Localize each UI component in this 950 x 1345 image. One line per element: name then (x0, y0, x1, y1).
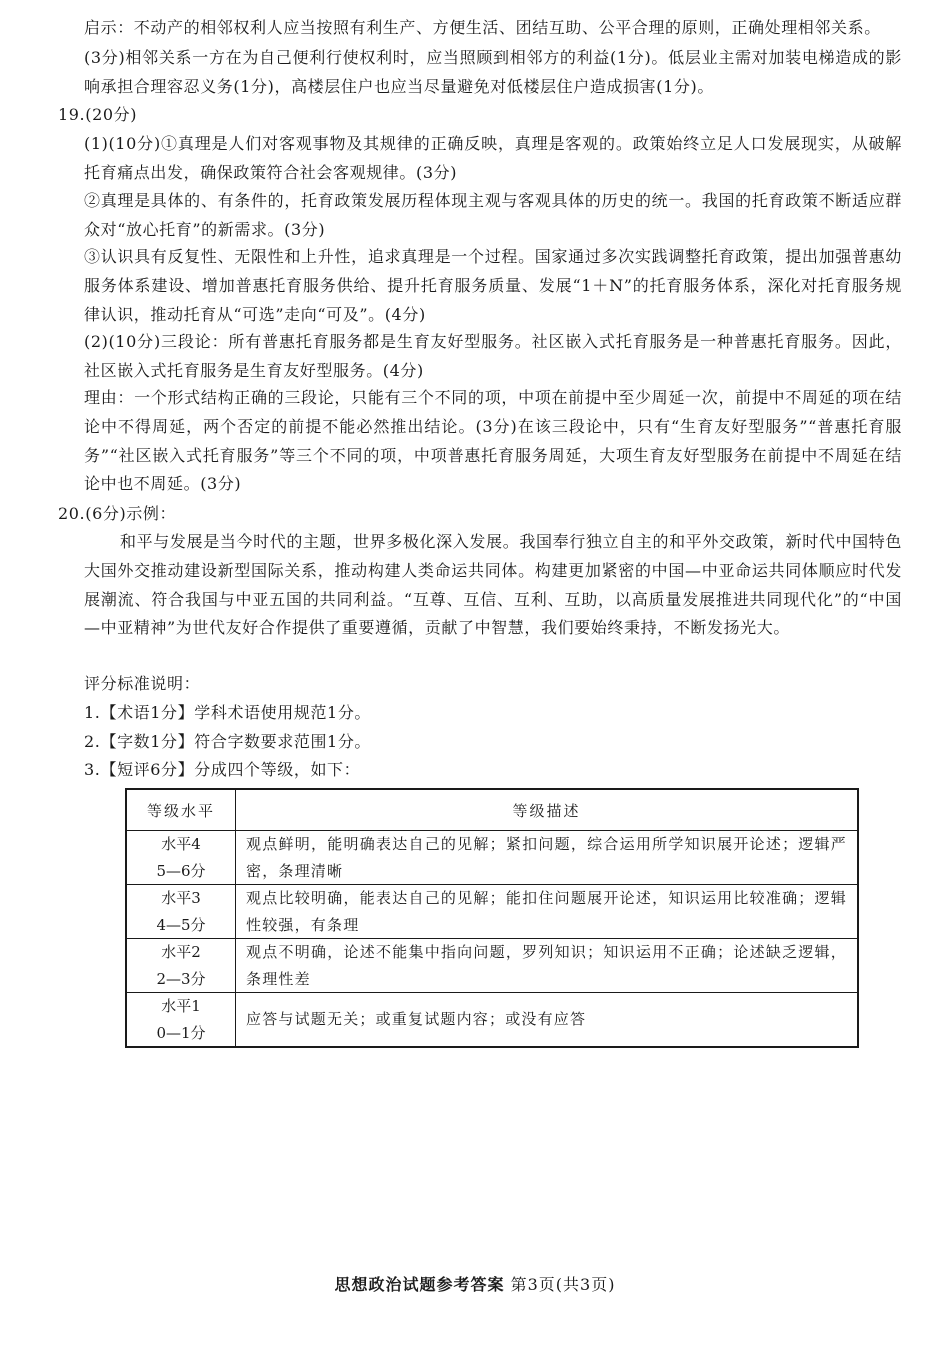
criteria-title: 评分标准说明： (84, 674, 201, 693)
table-header-row (126, 789, 858, 831)
q19-part1-point2: ②真理是具体的、有条件的，托育政策发展历程体现主观与客观具体的历史的统一。我国的托育政策不断适应群众对“放心托育”的新需求。(3分) (84, 191, 902, 239)
criteria-item-3: 3.【短评6分】分成四个等级，如下： (84, 760, 361, 779)
grading-table (125, 788, 859, 1048)
q19-part1-point3: ③认识具有反复性、无限性和上升性，追求真理是一个过程。国家通过多次实践调整托育政策，提出加强普惠幼服务体系建设、增加普惠托育服务供给、提升托育服务质量、发展“1＋N”的托育服务体系，深化对托育服务规律认识，推动托育从“可选”走向“可及”。(4分) (84, 247, 902, 324)
header-level: 等级水平 (126, 789, 236, 831)
q19-part2-reason: 理由：一个形式结构正确的三段论，只能有三个不同的项，中项在前提中至少周延一次，前提中不周延的项在结论中不得周延，两个否定的前提不能必然推出结论。(3分)在该三段论中，只有“生育友好型服务”“普惠托育服务”“社区嵌入式托育服务”等三个不同的项，中项普惠托育服务周延，大项生育友好型服务在前提中不周延在结论中也不周延。(3分) (84, 388, 902, 494)
level-score: 5—6分 (156, 861, 206, 880)
level-label: 水平1 (161, 997, 201, 1015)
footer-title: 思想政治试题参考答案 (334, 1275, 505, 1294)
level-cell (126, 885, 236, 939)
level-score: 4—5分 (156, 915, 206, 934)
q19-heading: 19.(20分) (58, 105, 138, 124)
level-cell (126, 939, 236, 993)
description-cell: 应答与试题无关；或重复试题内容；或没有应答 (236, 993, 859, 1048)
table-row (126, 831, 858, 885)
criteria-item-1: 1.【术语1分】学科术语使用规范1分。 (84, 703, 372, 722)
q20-heading: 20.(6分)示例： (58, 504, 177, 523)
level-cell (126, 831, 236, 885)
q18-conclusion: 启示：不动产的相邻权利人应当按照有利生产、方便生活、团结互助、公平合理的原则，正确处理相邻关系。 (84, 18, 881, 37)
q18-explanation: (3分)相邻关系一方在为自己便利行使权利时，应当照顾到相邻方的利益(1分)。低层业主需对加装电梯造成的影响承担合理容忍义务(1分)，高楼层住户也应当尽量避免对低楼层住户造成损害(1分)。 (84, 48, 902, 96)
description-cell: 观点鲜明，能明确表达自己的见解；紧扣问题，综合运用所学知识展开论述；逻辑严密，条理清晰 (236, 831, 859, 885)
level-score: 0—1分 (156, 1023, 206, 1042)
level-label: 水平3 (161, 889, 201, 907)
header-description: 等级描述 (236, 789, 859, 831)
footer-page-number: 第3页(共3页) (510, 1275, 616, 1294)
level-cell (126, 993, 236, 1048)
table-row (126, 993, 858, 1048)
table-row (126, 885, 858, 939)
q19-part2-syllogism: (2)(10分)三段论：所有普惠托育服务都是生育友好型服务。社区嵌入式托育服务是一种普惠托育服务。因此，社区嵌入式托育服务是生育友好型服务。(4分) (84, 332, 902, 380)
page-footer (0, 1272, 950, 1295)
description-cell: 观点不明确，论述不能集中指向问题，罗列知识；知识运用不正确；论述缺乏逻辑，条理性差 (236, 939, 859, 993)
level-label: 水平2 (161, 943, 201, 961)
description-cell: 观点比较明确，能表达自己的见解；能扣住问题展开论述，知识运用比较准确；逻辑性较强，有条理 (236, 885, 859, 939)
table-row (126, 939, 858, 993)
criteria-item-2: 2.【字数1分】符合字数要求范围1分。 (84, 732, 372, 751)
level-label: 水平4 (161, 835, 201, 853)
level-score: 2—3分 (156, 969, 206, 988)
q20-sample-essay: 和平与发展是当今时代的主题，世界多极化深入发展。我国奉行独立自主的和平外交政策，新时代中国特色大国外交推动建设新型国际关系，推动构建人类命运共同体。构建更加紧密的中国—中亚命运共同体顺应时代发展潮流、符合我国与中亚五国的共同利益。“互尊、互信、互利、互助，以高质量发展推进共同现代化”的“中国—中亚精神”为世代友好合作提供了重要遵循，贡献了中智慧，我们要始终秉持，不断发扬光大。 (84, 532, 902, 638)
q19-part1-point1: (1)(10分)①真理是人们对客观事物及其规律的正确反映，真理是客观的。政策始终立足人口发展现实，从破解托育痛点出发，确保政策符合社会客观规律。(3分) (84, 134, 902, 182)
